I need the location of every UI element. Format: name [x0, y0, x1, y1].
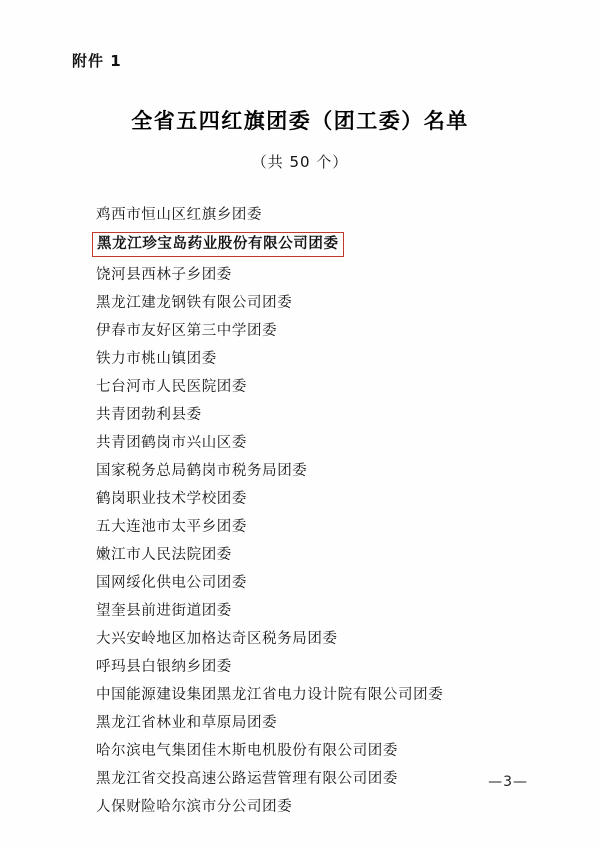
list-item: 五大连池市太平乡团委	[96, 519, 247, 535]
attachment-label: 附件 1	[72, 52, 122, 70]
list-item: 伊春市友好区第三中学团委	[96, 323, 278, 339]
list-item: 共青团鹤岗市兴山区委	[96, 435, 247, 451]
list-item	[96, 230, 528, 260]
list-item: 国家税务总局鹤岗市税务局团委	[96, 463, 308, 479]
list-item: 黑龙江省林业和草原局团委	[96, 715, 278, 731]
list-item: 铁力市桃山镇团委	[96, 351, 217, 367]
list-item: 饶河县西林子乡团委	[96, 267, 232, 283]
list-item: 国网绥化供电公司团委	[96, 575, 247, 591]
list-item: 呼玛县白银纳乡团委	[96, 659, 232, 675]
list-item: 七台河市人民医院团委	[96, 379, 247, 395]
page-title: 全省五四红旗团委（团工委）名单	[131, 108, 469, 133]
page-number: —3—	[488, 774, 528, 790]
list-item: 鸡西市恒山区红旗乡团委	[96, 207, 263, 223]
list-item: 黑龙江省交投高速公路运营管理有限公司团委	[96, 771, 398, 787]
list-item: 中国能源建设集团黑龙江省电力设计院有限公司团委	[96, 687, 444, 703]
list-item: 哈尔滨电气集团佳木斯电机股份有限公司团委	[96, 743, 398, 759]
list-item: 大兴安岭地区加格达奇区税务局团委	[96, 631, 338, 647]
title-count-subtitle: （共 50 个）	[251, 153, 349, 171]
highlighted-list-item: 黑龙江珍宝岛药业股份有限公司团委	[92, 232, 344, 257]
list-item: 共青团勃利县委	[96, 407, 202, 423]
list-item: 人保财险哈尔滨市分公司团委	[96, 799, 293, 815]
list-item: 望奎县前进街道团委	[96, 603, 232, 619]
list-item: 嫩江市人民法院团委	[96, 547, 232, 563]
list-item: 鹤岗职业技术学校团委	[96, 491, 247, 507]
list-item: 黑龙江建龙钢铁有限公司团委	[96, 295, 293, 311]
organization-list	[72, 202, 528, 820]
